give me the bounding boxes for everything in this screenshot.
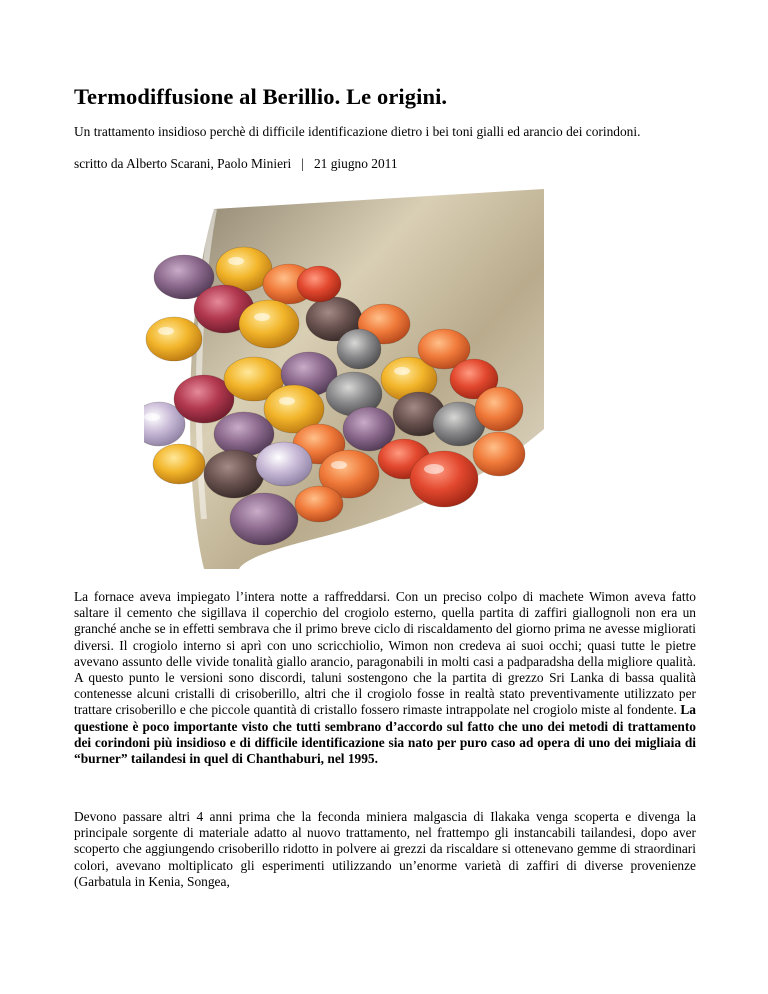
paragraph-2: Devono passare altri 4 anni prima che la feconda miniera malgascia di Ilakaka venga scoperta e divenga la principale sorgente di materiale adatto al nuovo trattamento, nel frattempo gli instancabili tailandesi, dopo aver scoperto che aggiungendo crisoberillo ridotto in polvere ai grezzi da riscaldare si ottenevano gemme di straordinari colori, avevano moltiplicato gli esperimenti utilizzando un’enorme varietà di zaffiri di diverse provenienze (Garbatula in Kenia, Songea, (74, 809, 696, 889)
byline-separator: | (301, 156, 304, 171)
article-subtitle: Un trattamento insidioso perchè di difficile identificazione dietro i bei toni gialli ed arancio dei corindoni. (74, 124, 641, 139)
paragraph-1 (74, 589, 696, 767)
article-title: Termodiffusione al Berillio. Le origini. (74, 84, 448, 109)
article-byline (74, 156, 398, 172)
byline-date: 21 giugno 2011 (313, 156, 398, 171)
byline-prefix: scritto da (74, 156, 127, 171)
paragraph-1-bold-text: La questione è poco importante visto che tutti sembrano d’accordo sul fatto che uno dei metodi di trattamento dei corindoni più insidioso e di difficile identificazione sia nato per puro caso ad opera di uno dei migliaia di “burner” tailandesi in quel di Chanthaburi, nel 1995. (74, 702, 696, 767)
paragraph-1-text: La fornace aveva impiegato l’intera notte a raffreddarsi. Con un preciso colpo di machete Wimon aveva fatto saltare il cemento che sigillava il coperchio del crogiolo esterno, quella partita di zaffiri giallognoli non era un granché anche se in effetti sembrava che il primo breve ciclo di riscaldamento del giorno prima ne avesse migliorati diversi. Il crogiolo interno si aprì con uno scricchiolio, Wimon non credeva ai suoi occhi; quasi tutte le pietre avevano assunto delle vivide tonalità giallo arancio, paragonabili in molti casi a padparadsha della migliore qualità. A questo punto le versioni sono discordi, taluni sostengono che la partita di grezzo Sri Lanka di bassa qualità contenesse alcuni cristalli di crisoberillo, altri che il crogiolo fosse in realtà stato preventivamente utilizzato per trattare crisoberillo e che piccole quantità di cristallo fossero rimaste intrappolate nel crogiolo miste al fondente. (74, 589, 696, 718)
gemstones-photo (144, 189, 544, 569)
byline-authors: Alberto Scarani, Paolo Minieri (126, 156, 292, 171)
